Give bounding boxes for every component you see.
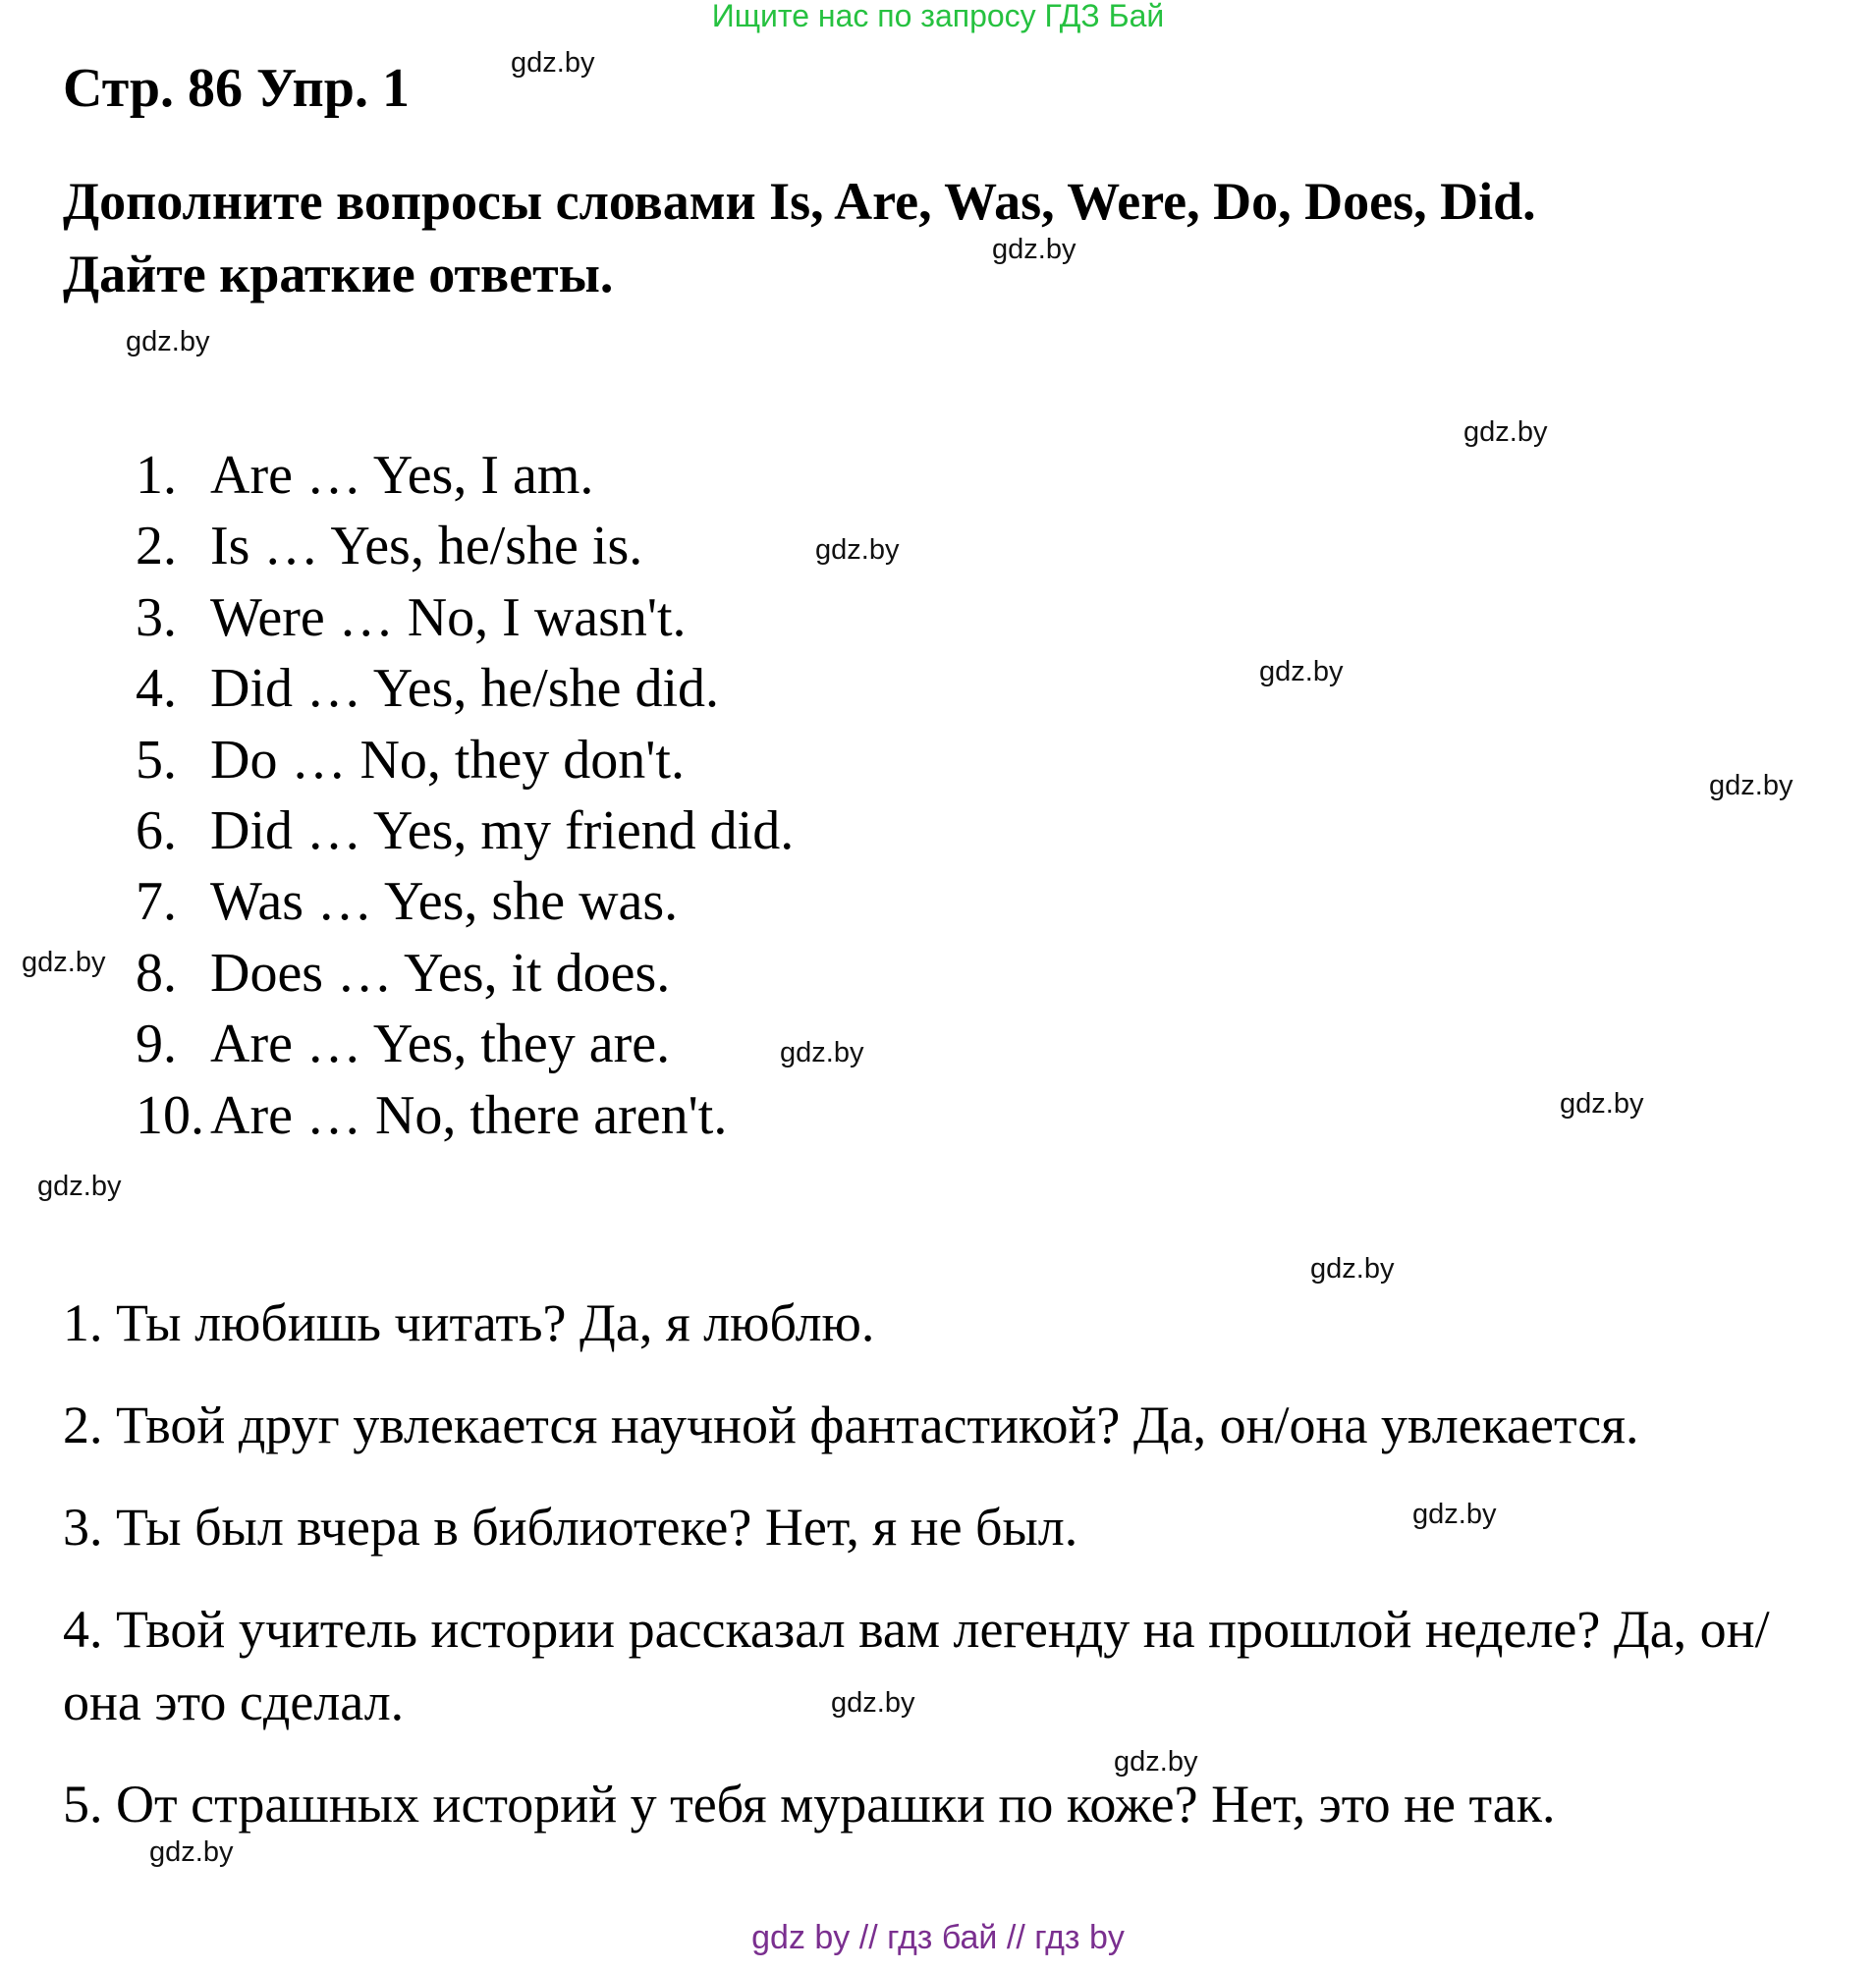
answer-number: 6. xyxy=(136,799,177,861)
answer-item xyxy=(136,938,794,1009)
answer-number: 1. xyxy=(136,445,177,506)
answer-number: 10. xyxy=(136,1084,204,1146)
translation-item: 1. Ты любишь читать? Да, я люблю. xyxy=(63,1293,875,1352)
answer-text: Are … No, there aren't. xyxy=(210,1084,728,1146)
answer-item xyxy=(136,653,794,724)
top-banner: Ищите нас по запросу ГДЗ Бай xyxy=(711,0,1165,33)
watermark: gdz.by xyxy=(1412,1499,1497,1530)
answer-item xyxy=(136,725,794,795)
answer-text: Was … Yes, she was. xyxy=(210,871,679,933)
answer-text: Is … Yes, he/she is. xyxy=(210,516,643,577)
watermark: gdz.by xyxy=(1463,416,1548,448)
answer-text: Were … No, I wasn't. xyxy=(210,586,687,648)
answer-item xyxy=(136,511,794,581)
instruction-line-1: Дополните вопросы словами Is, Are, Was, Were, Do, Does, Did. xyxy=(63,172,1536,231)
translation-item: 3. Ты был вчера в библиотеке? Нет, я не был. xyxy=(63,1498,1078,1557)
answer-number: 3. xyxy=(136,586,177,648)
watermark: gdz.by xyxy=(815,534,900,566)
answer-number: 2. xyxy=(136,516,177,577)
exercise-instruction xyxy=(63,165,1536,310)
page-title: Стр. 86 Упр. 1 xyxy=(63,58,410,119)
watermark: gdz.by xyxy=(126,326,210,357)
watermark: gdz.by xyxy=(37,1171,122,1202)
answer-item xyxy=(136,440,794,511)
watermark: gdz.by xyxy=(1259,656,1344,687)
watermark: gdz.by xyxy=(1560,1088,1644,1120)
answer-text: Are … Yes, they are. xyxy=(210,1013,671,1075)
answer-text: Does … Yes, it does. xyxy=(210,942,671,1004)
watermark: gdz.by xyxy=(992,234,1076,265)
watermark: gdz.by xyxy=(1709,770,1793,801)
footer-links: gdz by // гдз бай // гдз by xyxy=(751,1919,1125,1956)
answer-item xyxy=(136,1009,794,1079)
watermark: gdz.by xyxy=(1114,1746,1198,1778)
answer-text: Are … Yes, I am. xyxy=(210,445,594,506)
watermark: gdz.by xyxy=(149,1836,234,1868)
answer-list xyxy=(136,440,794,1151)
watermark: gdz.by xyxy=(1310,1253,1395,1285)
answer-number: 7. xyxy=(136,871,177,933)
answer-text: Did … Yes, he/she did. xyxy=(210,658,720,720)
answer-item xyxy=(136,795,794,866)
answer-text: Did … Yes, my friend did. xyxy=(210,799,795,861)
answer-number: 4. xyxy=(136,658,177,720)
watermark: gdz.by xyxy=(831,1687,915,1719)
answer-text: Do … No, they don't. xyxy=(210,729,685,791)
answer-item xyxy=(136,582,794,653)
instruction-line-2: Дайте краткие ответы. xyxy=(63,245,614,303)
translation-list xyxy=(63,1287,1831,1870)
watermark: gdz.by xyxy=(22,947,106,978)
translation-item: 2. Твой друг увлекается научной фантастикой? Да, он/она увлекается. xyxy=(63,1396,1639,1454)
watermark: gdz.by xyxy=(780,1037,864,1068)
translation-item: 5. От страшных историй у тебя мурашки по коже? Нет, это не так. xyxy=(63,1775,1556,1834)
translation-item: 4. Твой учитель истории рассказал вам легенду на прошлой неделе? Да, он/она это сделал. xyxy=(63,1600,1770,1731)
answer-number: 9. xyxy=(136,1013,177,1075)
answer-number: 5. xyxy=(136,729,177,791)
answer-number: 8. xyxy=(136,942,177,1004)
answer-item xyxy=(136,1080,794,1151)
watermark: gdz.by xyxy=(511,47,595,79)
answer-item xyxy=(136,866,794,937)
